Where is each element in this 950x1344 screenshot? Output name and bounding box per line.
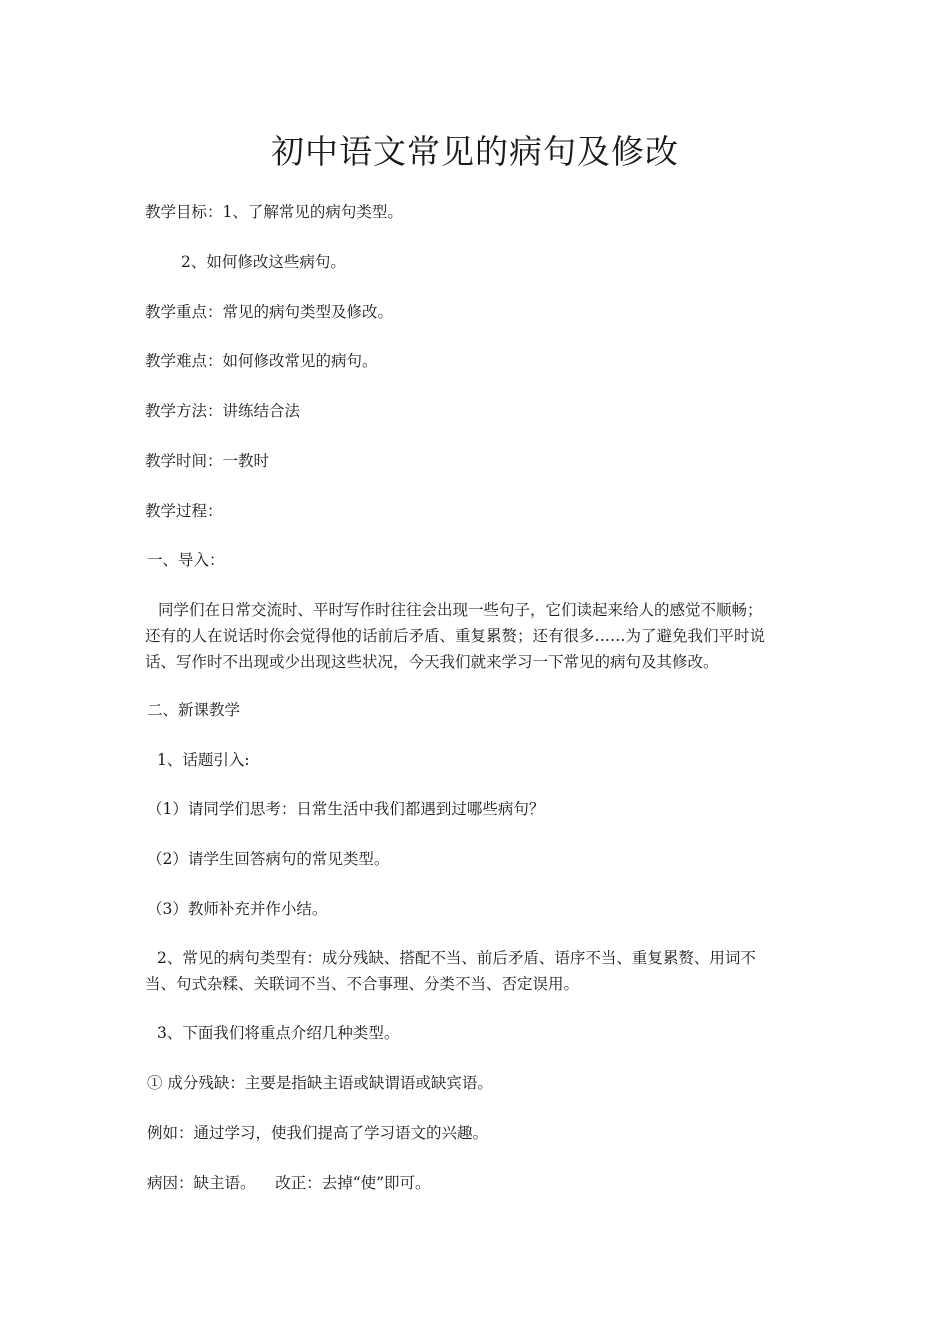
focus-types: 3、下面我们将重点介绍几种类型。 [157,1024,400,1042]
teaching-goal-2: 2、如何修改这些病句。 [181,253,346,271]
types-line-2: 当、句式杂糅、关联词不当、不合事理、分类不当、否定误用。 [145,975,580,993]
section-heading-new-lesson: 二、新课教学 [147,701,241,719]
teaching-time: 教学时间：一教时 [145,452,270,470]
teaching-process: 教学过程： [145,502,223,520]
intro-line-2: 还有的人在说话时你会觉得他的话前后矛盾、重复累赘；还有很多……为了避免我们平时说 [145,627,766,645]
types-line-1: 2、常见的病句类型有：成分残缺、搭配不当、前后矛盾、语序不当、重复累赘、用词不 [157,949,756,967]
question-3: （3）教师补充并作小结。 [147,900,328,918]
intro-paragraph [145,597,815,675]
section-heading-intro: 一、导入： [147,551,225,569]
teaching-method: 教学方法：讲练结合法 [145,402,301,420]
topic-intro: 1、话题引入: [157,751,250,769]
diagnosis-and-fix: 病因：缺主语。 改正：去掉“使”即可。 [147,1174,431,1192]
teaching-key-point: 教学重点：常见的病句类型及修改。 [145,303,394,321]
sentence-types-paragraph [145,945,815,997]
question-1: （1）请同学们思考：日常生活中我们都遇到过哪些病句？ [147,800,545,818]
teaching-difficulty: 教学难点：如何修改常见的病句。 [145,352,378,370]
document-title: 初中语文常见的病句及修改 [271,132,679,171]
example-sentence: 例如：通过学习，使我们提高了学习语文的兴趣。 [147,1124,489,1142]
intro-line-3: 话、写作时不出现或少出现这些状况，今天我们就来学习一下常见的病句及其修改。 [145,653,719,671]
type-missing-component: ① 成分残缺：主要是指缺主语或缺谓语或缺宾语。 [147,1074,493,1092]
intro-line-1: 同学们在日常交流时、平时写作时往往会出现一些句子，它们读起来给人的感觉不顺畅； [158,601,763,619]
teaching-goal-1: 教学目标：1、了解常见的病句类型。 [145,203,403,221]
question-2: （2）请学生回答病句的常见类型。 [147,850,390,868]
